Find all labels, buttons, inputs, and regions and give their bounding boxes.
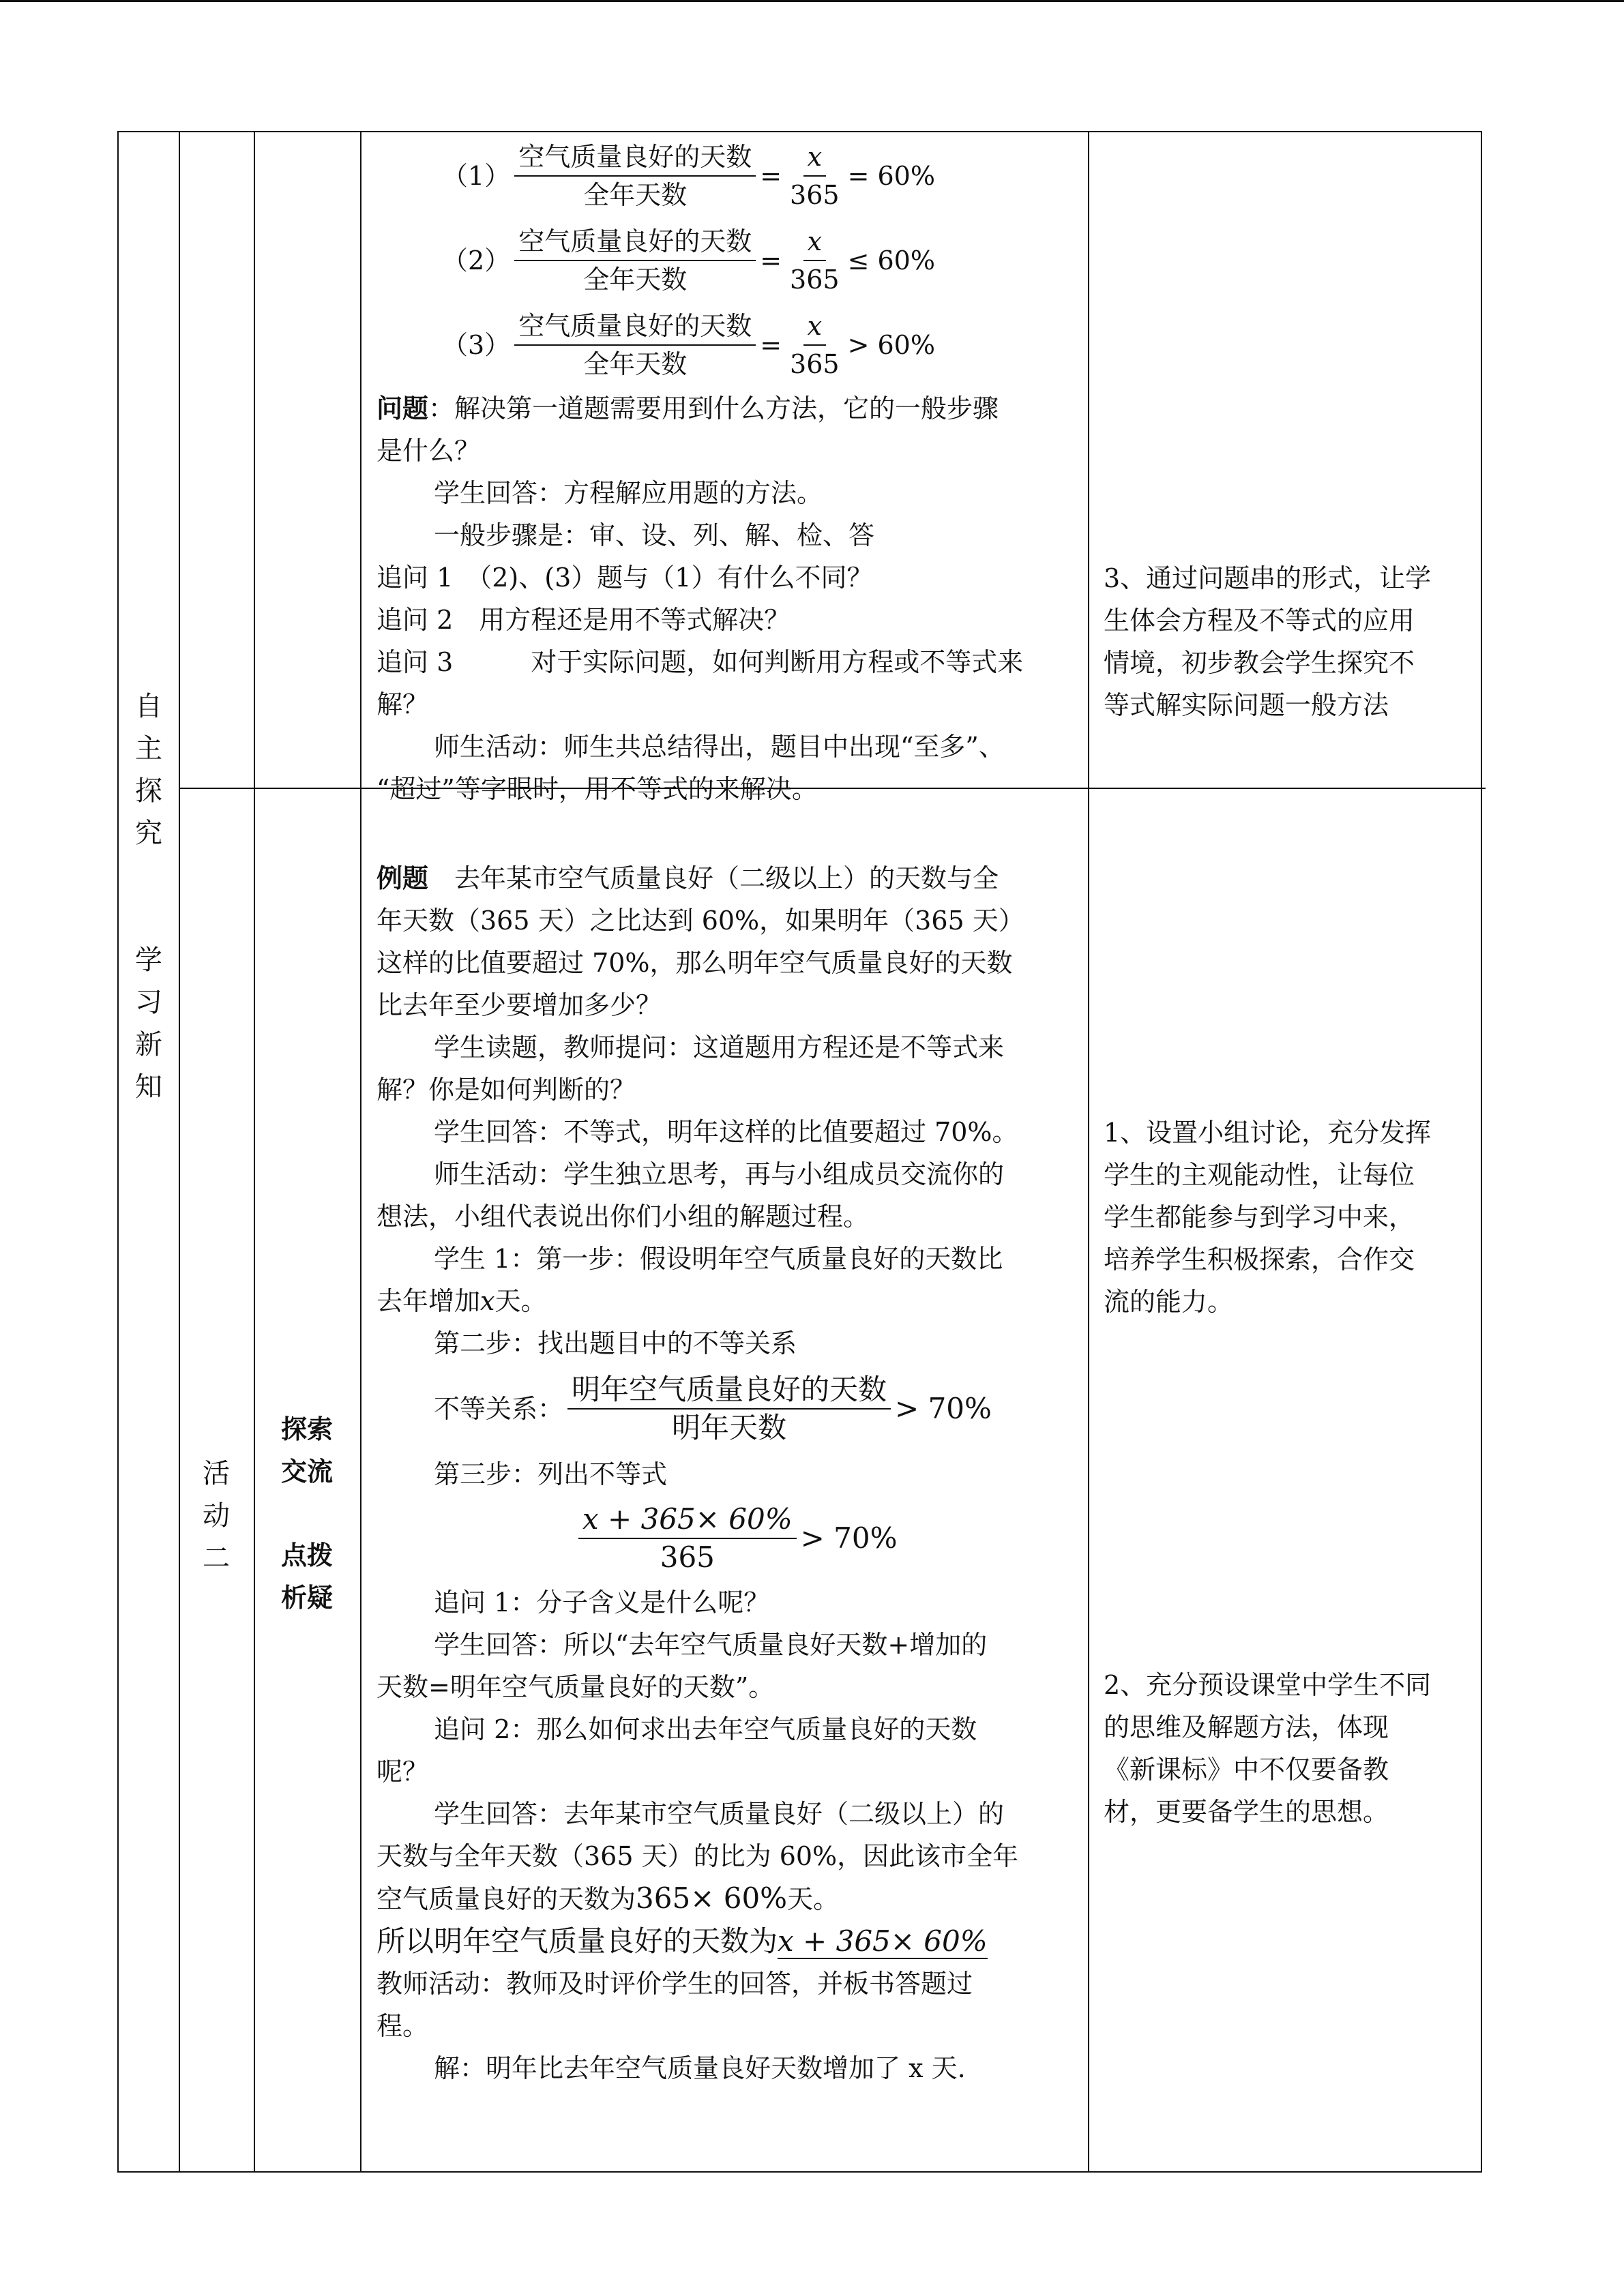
student-answer-cont: 空气质量良好的天数为365× 60%天。 (377, 1881, 840, 1915)
example-text: 比去年至少要增加多少？ (377, 990, 662, 1020)
step-2: 第二步：找出题目中的不等关系 (434, 1328, 797, 1358)
inequality-formula (377, 1495, 1079, 1581)
note-line: 学生的主观能动性，让每位 (1104, 1160, 1415, 1190)
follow-up-1: 追问 1 （2)、(3）题与（1）有什么不同？ (377, 563, 873, 593)
teacher-activity: 教师活动：教师及时评价学生的回答，并板书答题过 (377, 1969, 973, 1999)
note-line: 生体会方程及不等式的应用 (1104, 606, 1415, 636)
stage-label-guide: 点拨 (280, 1540, 333, 1570)
section-label: 自 主 探 究 学 习 新 知 (135, 691, 162, 1103)
note-line: 3、通过问题串的形式，让学 (1104, 563, 1432, 593)
student-answer: 学生回答：去年某市空气质量良好（二级以上）的 (434, 1799, 1005, 1829)
activity-label: 活 动 二 (203, 1458, 230, 1574)
student-answer: 学生回答：不等式，明年这样的比值要超过 70%。 (434, 1117, 1018, 1147)
example-label: 例题 (377, 863, 429, 893)
top-content-cell (377, 134, 1079, 810)
question-label: 问题 (377, 393, 429, 423)
note-line: 《新课标》中不仅要备教 (1104, 1755, 1389, 1785)
formula-tail: ≤ 60% (847, 245, 935, 275)
formula-tail: > 60% (847, 330, 935, 360)
example-text: 去年某市空气质量良好（二级以上）的天数与全 (428, 863, 999, 893)
stage-label-resolve: 析疑 (280, 1583, 333, 1613)
formula-tail: = 60% (847, 161, 935, 191)
note-line: 材，更要备学生的思想。 (1104, 1797, 1389, 1827)
step-1: 学生 1：第一步：假设明年空气质量良好的天数比 (434, 1244, 1003, 1274)
follow-up-1: 追问 1：分子含义是什么呢？ (434, 1587, 770, 1617)
follow-up-2: 追问 2：那么如何求出去年空气质量良好的天数 (434, 1714, 977, 1744)
note-line: 1、设置小组讨论，充分发挥 (1104, 1118, 1432, 1148)
note-line: 2、充分预设课堂中学生不同 (1104, 1670, 1432, 1700)
bottom-content-cell (377, 857, 1079, 2089)
conclusion-line: 所以明年空气质量良好的天数为x + 365× 60% (377, 1924, 988, 1958)
question-text-cont: 是什么？ (377, 436, 481, 466)
inequality-relation (377, 1365, 1079, 1453)
note-line: 学生都能参与到学习中来， (1104, 1202, 1415, 1232)
summary-line: 师生活动：师生共总结得出，题目中出现“至多”、 (434, 732, 1005, 762)
table-top-border (117, 131, 1481, 132)
teacher-activity-cont: 程。 (377, 2011, 429, 2041)
col-divider-2 (254, 131, 255, 2173)
formula-index: （3） (442, 330, 511, 360)
formula-numerator: 空气质量良好的天数 (514, 223, 756, 261)
question-line (377, 387, 1079, 430)
activity-line-cont: 想法，小组代表说出你们小组的解题过程。 (377, 1202, 870, 1232)
read-line: 学生读题，教师提问：这道题用方程还是不等式来 (434, 1032, 1005, 1062)
student-answer-cont: 天数与全年天数（365 天）的比为 60%，因此该市全年 (377, 1841, 1019, 1871)
note-line: 情境，初步教会学生探究不 (1104, 648, 1415, 678)
stage-label-exchange: 交流 (280, 1457, 333, 1487)
follow-up-2: 追问 2 用方程还是用不等式解决？ (377, 605, 791, 635)
inequality-tail: > 70% (895, 1392, 992, 1425)
student-answer: 学生回答：所以“去年空气质量良好天数+增加的 (434, 1630, 988, 1660)
formula-index: （2） (442, 245, 511, 275)
step-3: 第三步：列出不等式 (434, 1459, 668, 1489)
formula-days: 365 (790, 349, 840, 379)
formula-denominator: 全年天数 (583, 180, 688, 210)
student-answer-cont: 天数=明年空气质量良好的天数”。 (377, 1672, 775, 1702)
table-bottom-border (117, 2171, 1481, 2173)
formula-tail: > 70% (800, 1521, 898, 1555)
step-1-cont: 去年增加x天。 (377, 1286, 547, 1316)
bottom-note-1 (1104, 1112, 1475, 1323)
formula-var: x (803, 138, 826, 177)
question-text: ：解决第一道题需要用到什么方法，它的一般步骤 (428, 393, 999, 423)
inequality-numerator: 明年空气质量良好的天数 (567, 1371, 891, 1410)
example-line (377, 857, 1079, 899)
formula-var: x (803, 308, 826, 346)
inequality-denominator: 明年天数 (672, 1411, 787, 1444)
formula-numerator: x + 365× 60% (578, 1501, 797, 1539)
col-divider-4 (1088, 131, 1089, 2173)
follow-up-3-cont: 解？ (377, 689, 429, 719)
top-note-cell (1104, 557, 1475, 726)
variable-x: x (480, 1286, 495, 1316)
col-divider-1 (179, 131, 180, 2173)
page-top-border (0, 0, 1624, 2)
summary-line-cont: “超过”等字眼时，用不等式的来解决。 (377, 774, 818, 804)
formula-2: （2） $\frac{\text{空气质量良好的天数}}{\text{全年天数}}$ = $\frac{x}{365}$ ≤ 60% (377, 218, 1079, 303)
formula-var: x (803, 223, 826, 261)
col-divider-3 (360, 131, 361, 2173)
example-text: 年天数（365 天）之比达到 60%，如果明年（365 天） (377, 906, 1024, 936)
formula-1: （1） $\frac{\text{空气质量良好的天数}}{\text{全年天数}}$ = $\frac{x}{365}$ = 60% (377, 134, 1079, 218)
formula-numerator: 空气质量良好的天数 (514, 308, 756, 346)
note-line: 培养学生积极探索，合作交 (1104, 1244, 1415, 1274)
solution-line: 解：明年比去年空气质量良好天数增加了 x 天. (434, 2053, 966, 2083)
follow-up-3: 追问 3 对于实际问题，如何判断用方程或不等式来 (377, 647, 1024, 677)
formula-days: 365 (790, 265, 840, 295)
formula-numerator: 空气质量良好的天数 (514, 138, 756, 177)
note-line: 流的能力。 (1104, 1287, 1234, 1317)
math-expression: 365× 60% (636, 1881, 788, 1915)
formula-days: 365 (790, 180, 840, 210)
note-line: 的思维及解题方法，体现 (1104, 1712, 1389, 1742)
formula-denominator: 365 (660, 1540, 715, 1574)
math-expression: x + 365× 60% (778, 1924, 988, 1958)
formula-denominator: 全年天数 (583, 265, 688, 295)
answer-line: 学生回答：方程解应用题的方法。 (434, 478, 823, 508)
read-line-cont: 解？你是如何判断的？ (377, 1075, 636, 1105)
table-left-border (117, 131, 119, 2173)
example-text: 这样的比值要超过 70%，那么明年空气质量良好的天数 (377, 948, 1013, 978)
note-line: 等式解实际问题一般方法 (1104, 690, 1389, 720)
steps-line: 一般步骤是：审、设、列、解、检、答 (434, 520, 875, 550)
bottom-note-2 (1104, 1664, 1475, 1833)
activity-line: 师生活动：学生独立思考，再与小组成员交流你的 (434, 1159, 1005, 1189)
stage-label-explore: 探索 (280, 1414, 333, 1444)
inequality-label: 不等关系： (434, 1394, 564, 1424)
follow-up-2-cont: 呢？ (377, 1757, 429, 1787)
formula-3: （3） $\frac{\text{空气质量良好的天数}}{\text{全年天数}}$ = $\frac{x}{365}$ > 60% (377, 303, 1079, 387)
formula-denominator: 全年天数 (583, 349, 688, 379)
formula-index: （1） (442, 161, 511, 191)
table-right-border (1481, 131, 1482, 2173)
